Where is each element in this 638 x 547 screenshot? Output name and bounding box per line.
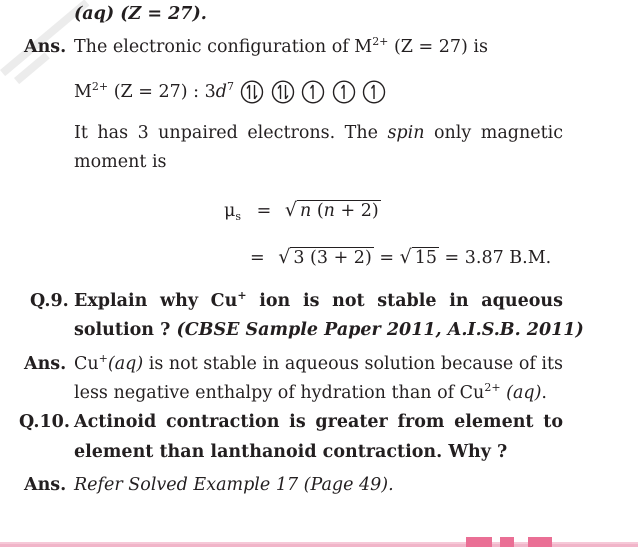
answer-label: Ans. <box>24 37 67 57</box>
sqrt-sign: √ <box>284 199 297 221</box>
radicand: 3 (3 + 2) <box>290 247 373 268</box>
orbital-single-icon <box>362 80 386 104</box>
unpaired-para-line1: It has 3 unpaired electrons. The spin only magnetic <box>74 123 564 143</box>
question-label: Q.9. <box>30 291 69 311</box>
source-reference: (CBSE Sample Paper 2011, A.I.S.B. 2011) <box>176 320 584 340</box>
answer-label: Ans. <box>24 354 67 374</box>
footer-mark <box>466 537 492 547</box>
radicand: 15 <box>412 247 439 268</box>
question-9-line1: Explain why Cu+ ion is not stable in aqueous <box>74 289 563 311</box>
unpaired-para-line2: moment is <box>74 152 167 172</box>
question-label: Q.10. <box>19 412 70 432</box>
spin-only-formula: $\mu_s$ = √ n (n + 2) <box>224 199 379 223</box>
answer-config-intro: The electronic configuration of $M^{2+}$ (Z = 27) is <box>74 35 488 57</box>
sqrt-sign: √ <box>399 246 412 268</box>
answer-label: Ans. <box>24 475 67 495</box>
prev-question-tail: (aq) (Z = 27). <box>74 4 207 24</box>
orbital-single-icon <box>332 80 356 104</box>
radicand: n (n + 2) <box>297 200 381 221</box>
orbital-paired-icon <box>240 80 264 104</box>
answer-9-line2: less negative enthalpy of hydration than of $Cu^{2+}$ (aq). <box>74 381 547 403</box>
spin-only-calculation: = √ 3 (3 + 2) = √ 15 = 3.87 B.M. <box>250 246 552 268</box>
answer-10-reference: Refer Solved Example 17 (Page 49). <box>74 475 394 495</box>
question-10-line2: element than lanthanoid contraction. Why ? <box>74 442 508 462</box>
sqrt-sign: √ <box>278 246 291 268</box>
answer-9-line1: Cu+(aq) is not stable in aqueous solution because of its <box>74 352 564 374</box>
config-line: $M^{2+}$ (Z = 27) : $3d^7$ <box>74 80 234 102</box>
orbital-paired-icon <box>271 80 295 104</box>
footer-mark <box>500 537 514 547</box>
question-10-line1: Actinoid contraction is greater from element to <box>74 412 563 432</box>
question-9-line2: solution ? (CBSE Sample Paper 2011, A.I.S.B. 2011) <box>74 320 584 340</box>
footer-mark <box>528 537 552 547</box>
orbital-single-icon <box>301 80 325 104</box>
